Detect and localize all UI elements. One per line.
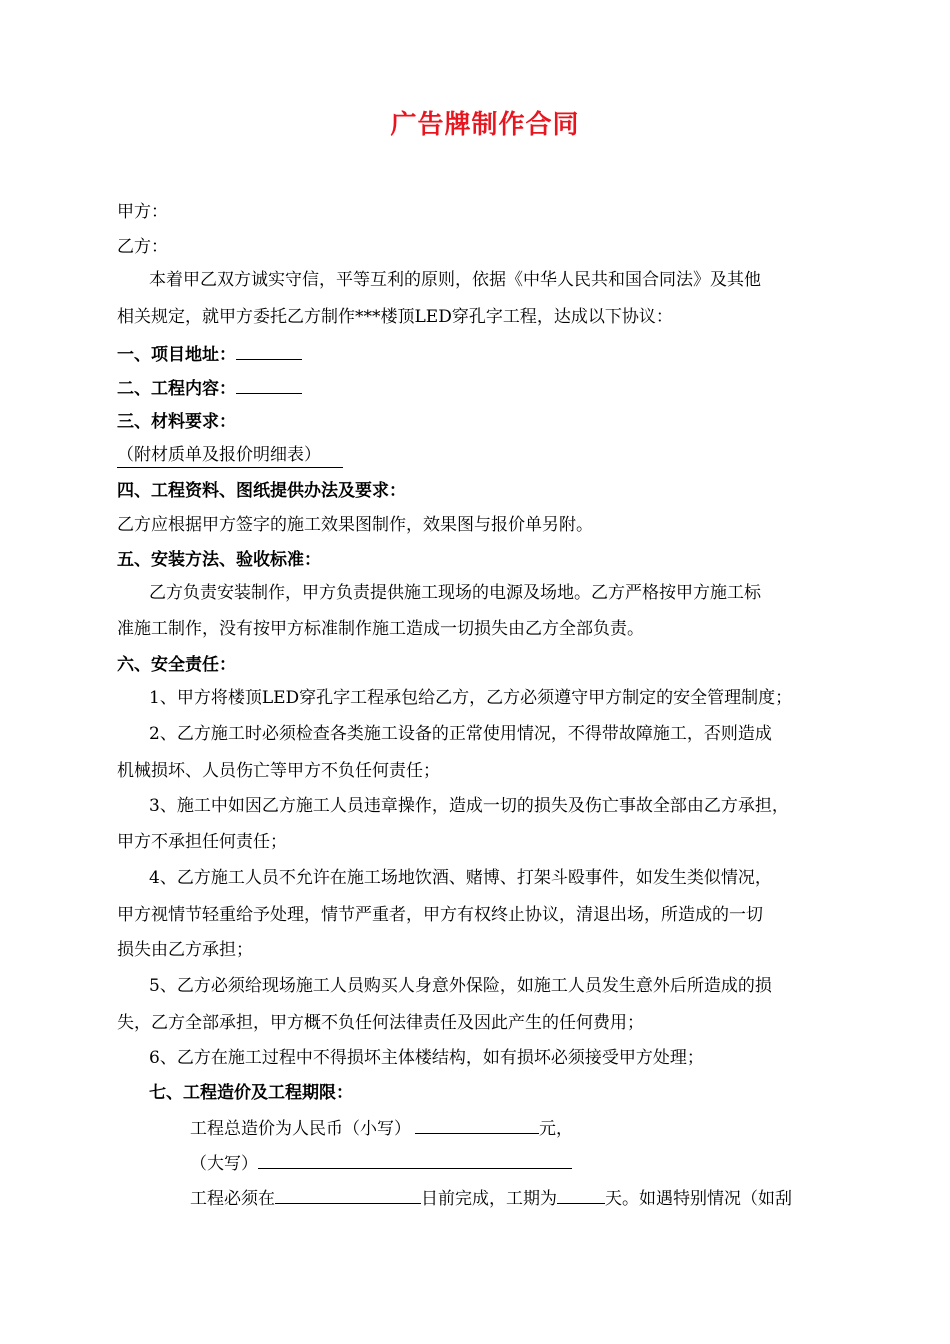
section-7-heading: 七、工程造价及工程期限： — [149, 1083, 353, 1103]
section-3-note — [117, 443, 343, 468]
section-4-heading: 四、工程资料、图纸提供办法及要求： — [117, 481, 406, 501]
section-3-heading: 三、材料要求： — [117, 412, 236, 432]
section-2 — [117, 375, 302, 401]
materials-note: （附材质单及报价明细表） — [117, 443, 343, 468]
section-5-line-2: 准施工制作，没有按甲方标准制作施工造成一切损失由乙方全部负责。 — [117, 619, 644, 639]
total-price-label: 工程总造价为人民币（小写） — [190, 1119, 411, 1139]
price-unit: 元， — [539, 1119, 573, 1139]
safety-item-2-cont: 机械损坏、人员伤亡等甲方不负任何责任； — [117, 761, 440, 781]
period-label-a: 工程必须在 — [190, 1189, 275, 1209]
intro-line-2: 相关规定，就甲方委托乙方制作***楼顶LED穿孔字工程，达成以下协议： — [117, 307, 673, 327]
total-price-line — [190, 1115, 573, 1141]
safety-item-3-cont: 甲方不承担任何责任； — [117, 832, 287, 852]
section-4-text: 乙方应根据甲方签字的施工效果图制作，效果图与报价单另附。 — [117, 515, 593, 535]
section-2-heading: 二、工程内容： — [117, 379, 236, 399]
section-6-heading: 六、安全责任： — [117, 655, 236, 675]
completion-date-blank — [275, 1185, 421, 1204]
section-1-heading: 一、项目地址： — [117, 345, 236, 365]
price-lowercase-blank — [415, 1115, 539, 1134]
party-a-label: 甲方： — [117, 202, 168, 222]
section-5-heading: 五、安装方法、验收标准： — [117, 550, 321, 570]
project-address-blank — [236, 341, 302, 360]
project-content-blank — [236, 375, 302, 394]
intro-line-1: 本着甲乙双方诚实守信，平等互利的原则，依据《中华人民共和国合同法》及其他 — [149, 270, 761, 290]
safety-item-1: 1、甲方将楼顶LED穿孔字工程承包给乙方，乙方必须遵守甲方制定的安全管理制度； — [149, 688, 793, 708]
price-uppercase-blank — [258, 1150, 572, 1169]
safety-item-3: 3、施工中如因乙方施工人员违章操作，造成一切的损失及伤亡事故全部由乙方承担， — [149, 796, 789, 816]
price-uppercase-line — [190, 1150, 572, 1176]
section-1 — [117, 341, 302, 367]
period-line — [190, 1185, 792, 1211]
safety-item-5-cont: 失，乙方全部承担，甲方概不负任何法律责任及因此产生的任何费用； — [117, 1013, 644, 1033]
price-uppercase-label: （大写） — [190, 1154, 258, 1174]
period-label-c: 天。如遇特别情况（如刮 — [605, 1189, 792, 1209]
safety-item-4: 4、乙方施工人员不允许在施工场地饮酒、赌博、打架斗殴事件，如发生类似情况， — [149, 868, 772, 888]
safety-item-5: 5、乙方必须给现场施工人员购买人身意外保险，如施工人员发生意外后所造成的损 — [149, 976, 772, 996]
party-b-label: 乙方： — [117, 237, 168, 257]
period-label-b: 日前完成，工期为 — [421, 1189, 557, 1209]
section-5-line-1: 乙方负责安装制作，甲方负责提供施工现场的电源及场地。乙方严格按甲方施工标 — [149, 583, 761, 603]
safety-item-2: 2、乙方施工时必须检查各类施工设备的正常使用情况，不得带故障施工，否则造成 — [149, 724, 772, 744]
safety-item-6: 6、乙方在施工过程中不得损坏主体楼结构，如有损坏必须接受甲方处理； — [149, 1048, 704, 1068]
safety-item-4-cont-2: 损失由乙方承担； — [117, 940, 253, 960]
document-title: 广告牌制作合同 — [390, 110, 580, 140]
duration-days-blank — [557, 1185, 605, 1204]
safety-item-4-cont-1: 甲方视情节轻重给予处理，情节严重者，甲方有权终止协议，清退出场，所造成的一切 — [117, 905, 763, 925]
